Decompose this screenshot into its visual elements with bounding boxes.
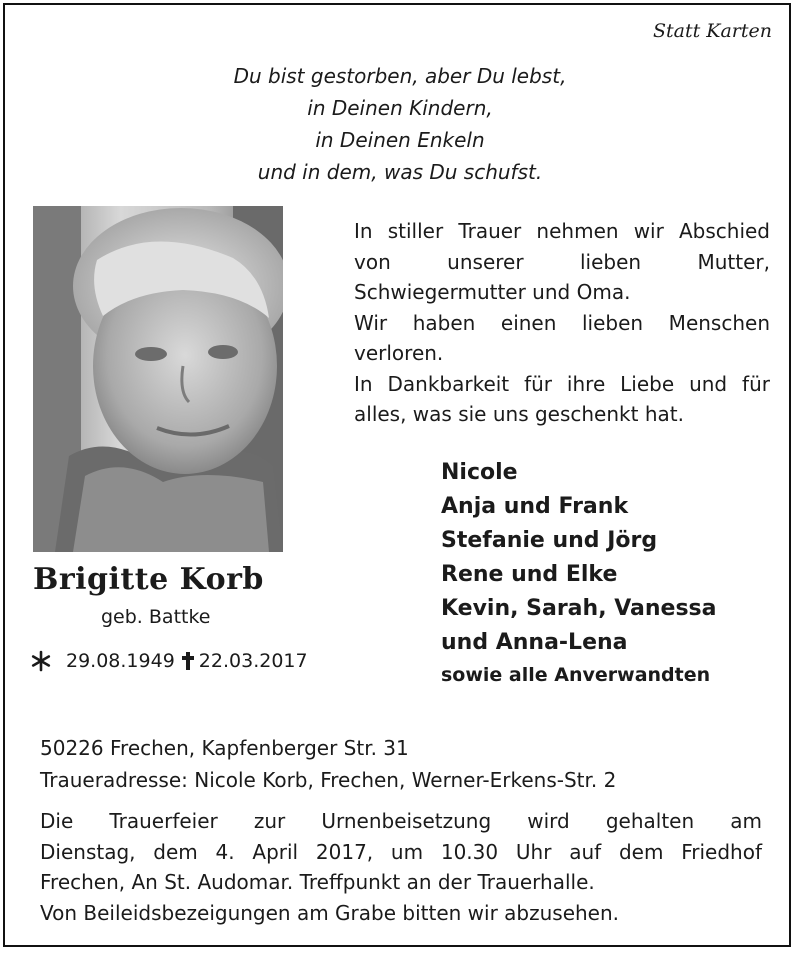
condolence-note: Von Beileidsbezeigungen am Grabe bitten wir abzusehen.: [40, 901, 620, 925]
family-relatives: sowie alle Anverwandten: [441, 664, 711, 686]
statt-karten-label: Statt Karten: [652, 20, 772, 42]
intro-line: In Dankbarkeit für ihre Liebe und für: [354, 371, 770, 396]
family-member: Kevin, Sarah, Vanessa: [441, 596, 717, 621]
family-list: [441, 456, 717, 690]
intro-text: [354, 216, 770, 430]
intro-line: alles, was sie uns geschenkt hat.: [354, 402, 684, 426]
maiden-name: geb. Battke: [101, 606, 211, 628]
ceremony-line: Frechen, An St. Audomar. Treffpunkt an der Trauerhalle.: [40, 870, 595, 894]
intro-line: von unserer lieben Mutter,: [354, 249, 770, 274]
poem-line: und in dem, was Du schufst.: [257, 160, 543, 184]
family-member: Anja und Frank: [441, 494, 629, 519]
family-member: Stefanie und Jörg: [441, 528, 658, 553]
life-dates: [30, 650, 308, 672]
address-block: [40, 732, 616, 796]
ceremony-line: Dienstag, dem 4. April 2017, um 10.30 Uhr auf dem Friedhof: [40, 839, 762, 864]
intro-line: Wir haben einen lieben Menschen: [354, 310, 770, 335]
portrait-photo: [33, 206, 283, 552]
mourning-address: Traueradresse: Nicole Korb, Frechen, Werner-Erkens-Str. 2: [40, 768, 617, 792]
family-member: Rene und Elke: [441, 562, 618, 587]
intro-line: In stiller Trauer nehmen wir Abschied: [354, 219, 770, 243]
birth-star-icon: [30, 650, 52, 672]
intro-line: Schwiegermutter und Oma.: [354, 280, 631, 304]
death-cross-icon: [181, 651, 195, 671]
family-member: und Anna-Lena: [441, 630, 628, 655]
family-member: Nicole: [441, 460, 518, 485]
ceremony-text: [40, 806, 762, 898]
home-address: 50226 Frechen, Kapfenberger Str. 31: [40, 736, 409, 760]
deceased-name: Brigitte Korb: [33, 562, 264, 597]
poem: [0, 60, 800, 188]
intro-line: verloren.: [354, 341, 444, 365]
poem-line: Du bist gestorben, aber Du lebst,: [233, 64, 567, 88]
ceremony-line: Die Trauerfeier zur Urnenbeisetzung wird gehalten am: [40, 809, 762, 833]
poem-line: in Deinen Kindern,: [307, 96, 493, 120]
birth-date: 29.08.1949: [66, 650, 175, 672]
poem-line: in Deinen Enkeln: [315, 128, 485, 152]
portrait-image: [33, 206, 283, 552]
death-date: 22.03.2017: [198, 650, 308, 672]
